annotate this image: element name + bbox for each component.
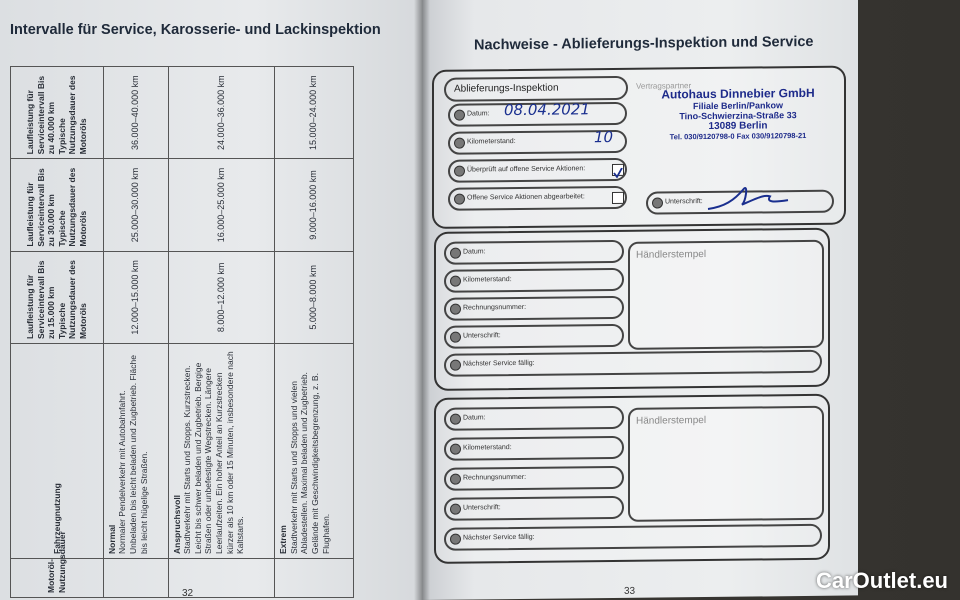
recall-checked-label: Überprüft auf offene Service Aktionen:	[467, 165, 586, 174]
date-label: Datum:	[467, 110, 490, 118]
date-label: Datum:	[463, 248, 486, 256]
table-cell: 5.000–8.000 km	[275, 251, 354, 343]
signature-label: Unterschrift:	[463, 504, 501, 512]
bullet-icon	[450, 360, 461, 371]
signature-scribble	[704, 180, 794, 215]
date-field[interactable]	[444, 240, 624, 265]
bullet-icon	[450, 414, 461, 425]
stamp-line: 13089 Berlin	[708, 120, 768, 132]
delivery-heading-label: Ablieferungs-Inspektion	[454, 82, 559, 95]
table-cell: 25.000–30.000 km	[103, 159, 168, 251]
watermark-logo: CarOutlet.eu	[815, 568, 948, 593]
col-header-30000	[11, 159, 104, 251]
invoice-label: Rechnungsnummer:	[463, 473, 527, 482]
book-gutter	[414, 0, 430, 600]
dealer-stamp-label: Händlerstempel	[636, 415, 707, 427]
table-cell: 16.000–25.000 km	[168, 159, 275, 251]
bullet-icon	[454, 166, 465, 177]
row-name: Anspruchsvoll	[171, 494, 182, 554]
date-field[interactable]	[444, 406, 624, 431]
signature-label: Unterschrift:	[665, 198, 703, 206]
dealer-stamp	[640, 86, 836, 142]
recall-checked-checkbox[interactable]	[612, 164, 624, 176]
table-cell: 36.000–40.000 km	[103, 67, 168, 159]
km-field[interactable]	[444, 436, 624, 461]
km-handwriting: 10	[594, 127, 614, 147]
col-header-interval: Laufleistung für Serviceintervall Bis zu 40.000 km	[24, 75, 57, 155]
bullet-icon	[454, 110, 465, 121]
bullet-icon	[450, 504, 461, 515]
row-header: Motoröl-Nutzungsdauer	[11, 559, 104, 598]
invoice-field[interactable]	[444, 466, 624, 491]
row-name: Extrem	[278, 525, 289, 554]
recall-open-field	[448, 186, 627, 211]
checkmark-icon	[613, 168, 623, 178]
table-cell: 9.000–16.000 km	[275, 159, 354, 251]
invoice-field[interactable]	[444, 296, 624, 321]
next-service-label: Nächster Service fällig:	[463, 359, 535, 368]
right-page-title: Nachweise - Ablieferungs-Inspektion und Service	[474, 33, 814, 54]
table-cell: 24.000–36.000 km	[168, 67, 275, 159]
bullet-icon	[450, 474, 461, 485]
delivery-heading	[444, 76, 628, 102]
table-row	[168, 67, 275, 598]
km-label: Kilometerstand:	[463, 444, 512, 452]
bullet-icon	[450, 332, 461, 343]
left-page	[0, 0, 422, 600]
table-cell: 8.000–12.000 km	[168, 251, 275, 343]
stamp-line: Filiale Berlin/Pankow	[692, 100, 784, 112]
row-desc: Normaler Pendelverkehr mit Autobahnfahrt. Unbeladen bis leicht beladen und Zugbetrieb. Fläche bis leicht hügelige Straßen.	[117, 355, 149, 554]
km-label: Kilometerstand:	[463, 276, 512, 284]
row-desc: Stadtverkehr mit Starts und Stopps. Kurzstrecken. Leicht bis schwer beladen und Zugbetrieb. Bergige Straßen oder unbefestigte Wegstrecken. Längere Leerlaufzeiten. Ein hoher Anteil an Kurzstrecken kürzer als 10 km oder 15 Minuten, insbesondere nach Kaltstarts.	[182, 351, 246, 554]
left-page-title: Intervalle für Service, Karosserie- und Lackinspektion	[10, 22, 381, 38]
usage-header: Fahrzeugnutzung	[11, 344, 104, 559]
oil-interval-table	[10, 66, 354, 598]
signature-label: Unterschrift:	[463, 332, 501, 340]
recall-checked-field	[448, 158, 627, 183]
stamp-line: Autohaus Dinnebier GmbH	[661, 85, 815, 102]
dealer-stamp-label: Händlerstempel	[636, 249, 707, 261]
delivery-inspection-form	[432, 66, 846, 229]
bullet-icon	[454, 194, 465, 205]
bullet-icon	[652, 197, 663, 208]
bullet-icon	[450, 534, 461, 545]
col-header-40000	[11, 67, 104, 159]
bullet-icon	[450, 248, 461, 259]
date-label: Datum:	[463, 414, 486, 422]
km-field[interactable]	[444, 268, 624, 293]
col-header-typical: Typische Nutzungsdauer des Motoröls	[56, 167, 89, 247]
table-cell: 12.000–15.000 km	[103, 251, 168, 343]
table-row	[275, 67, 354, 598]
col-header-interval: Laufleistung für Serviceintervall Bis zu 15.000 km	[24, 260, 57, 339]
invoice-label: Rechnungsnummer:	[463, 303, 527, 312]
bullet-icon	[454, 138, 465, 149]
table-cell: 15.000–24.000 km	[275, 67, 354, 159]
col-header-interval: Laufleistung für Serviceintervall Bis zu 30.000 km	[24, 168, 57, 247]
recall-open-label: Offene Service Aktionen abgearbeitet:	[467, 193, 585, 202]
bullet-icon	[450, 444, 461, 455]
row-name: Normal	[106, 524, 117, 554]
dealer-stamp-box	[628, 406, 824, 522]
stamp-line: Tel. 030/9120798-0 Fax 030/9120798-21	[669, 130, 807, 142]
signature-field[interactable]	[444, 496, 624, 521]
next-service-label: Nächster Service fällig:	[463, 533, 535, 542]
dealer-stamp-box	[628, 240, 824, 350]
bullet-icon	[450, 276, 461, 287]
row-desc: Stadtverkehr mit Starts und Stopps und vielen Abladestellen. Maximal beladen und Zugbetrieb. Gelände mit Geschwindigkeitsbegrenzung, z. B. Flughafen.	[288, 372, 331, 554]
km-label: Kilometerstand:	[467, 138, 516, 146]
table-row	[103, 67, 168, 598]
next-service-field[interactable]	[444, 350, 822, 377]
stamp-line: Tino-Schwierzina-Straße 33	[679, 110, 797, 122]
service-block	[434, 394, 830, 564]
col-header-typical: Typische Nutzungsdauer des Motoröls	[56, 260, 89, 339]
col-header-15000	[11, 251, 104, 343]
right-page	[422, 0, 858, 600]
signature-field[interactable]	[444, 324, 624, 349]
next-service-field[interactable]	[444, 524, 822, 551]
recall-open-checkbox[interactable]	[612, 192, 624, 204]
date-handwriting: 08.04.2021	[504, 100, 590, 120]
dealer-faint-label: Vertragspartner	[636, 81, 692, 91]
col-header-typical: Typische Nutzungsdauer des Motoröls	[56, 75, 89, 155]
page-number-left: 32	[182, 588, 194, 599]
service-block	[434, 228, 830, 391]
page-number-right: 33	[624, 585, 636, 597]
bullet-icon	[450, 304, 461, 315]
